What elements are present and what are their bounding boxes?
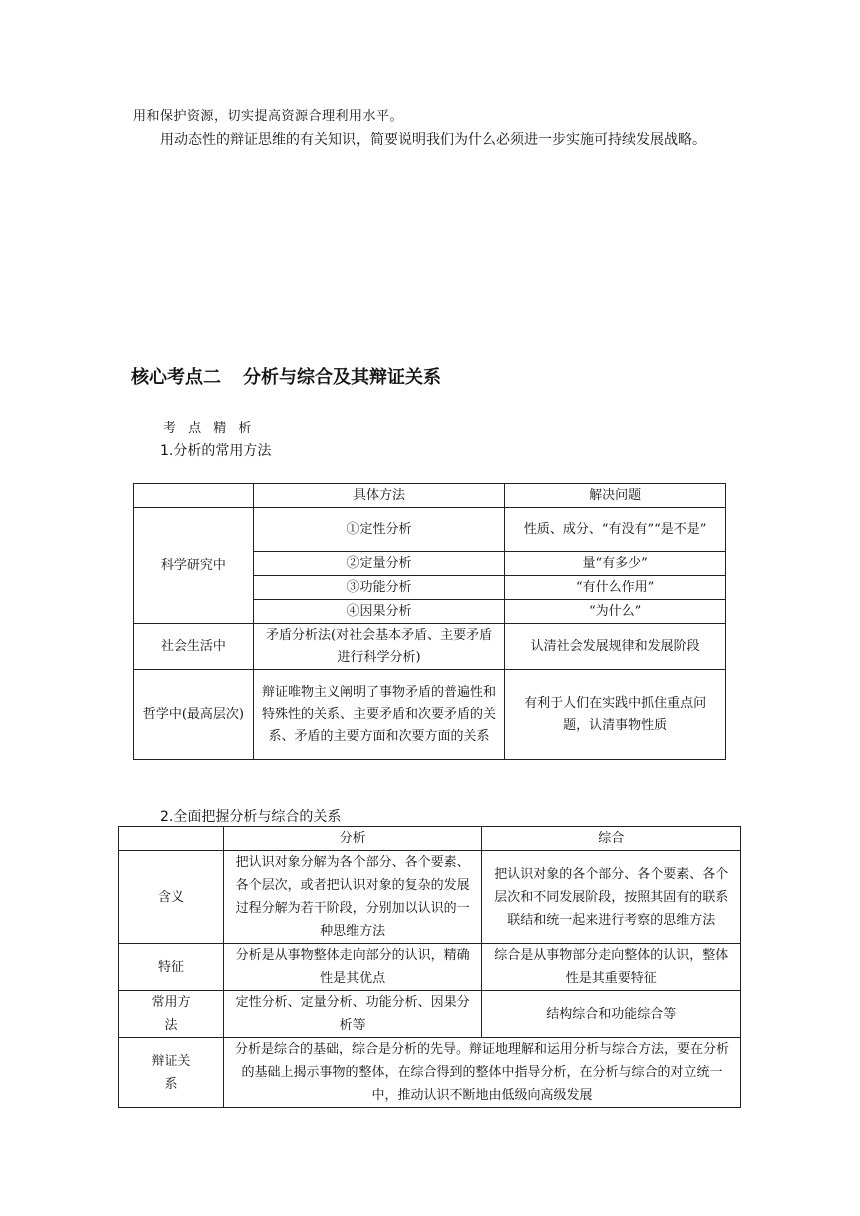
header-cell: 综合 xyxy=(482,827,741,851)
analysis-cell: 定性分析、定量分析、功能分析、因果分析等 xyxy=(223,991,482,1038)
subheading: 考 点 精 析 xyxy=(163,421,256,436)
header-cell xyxy=(119,827,224,851)
method-cell: ①定性分析 xyxy=(253,508,505,552)
method-cell: 辩证唯物主义阐明了事物矛盾的普遍性和特殊性的关系、主要矛盾和次要矛盾的关系、矛盾的主要方面和次要方面的关系 xyxy=(253,670,505,760)
table-row xyxy=(134,624,726,670)
problem-cell: 量“有多少” xyxy=(505,552,726,576)
item2-title: 2.全面把握分析与综合的关系 xyxy=(160,809,342,825)
analysis-cell: 分析是从事物整体走向部分的认识，精确性是其优点 xyxy=(223,944,482,991)
table-row xyxy=(119,1038,741,1108)
table-row xyxy=(134,670,726,760)
problem-cell: “为什么” xyxy=(505,600,726,624)
row-label: 科学研究中 xyxy=(134,508,254,624)
method-cell: ③功能分析 xyxy=(253,576,505,600)
row-label: 特征 xyxy=(119,944,224,991)
row-label: 含义 xyxy=(119,851,224,944)
dialectic-cell: 分析是综合的基础，综合是分析的先导。辩证地理解和运用分析与综合方法，要在分析的基础上揭示事物的整体，在综合得到的整体中指导分析，在分析与综合的对立统一中，推动认识不断地由低级向高级发展 xyxy=(223,1038,740,1108)
table-row xyxy=(134,484,726,508)
row-label: 常用方法 xyxy=(119,991,224,1038)
table-row xyxy=(134,508,726,552)
problem-cell: 性质、成分、“有没有”“是不是” xyxy=(505,508,726,552)
problem-cell: “有什么作用” xyxy=(505,576,726,600)
item1-title: 1.分析的常用方法 xyxy=(160,443,272,459)
table-row xyxy=(119,944,741,991)
analysis-methods-table xyxy=(133,483,726,760)
question-text: 用动态性的辩证思维的有关知识，简要说明我们为什么必须进一步实施可持续发展战略。 xyxy=(160,132,706,148)
table-row xyxy=(119,851,741,944)
method-cell: ②定量分析 xyxy=(253,552,505,576)
problem-cell: 认清社会发展规律和发展阶段 xyxy=(505,624,726,670)
method-cell: ④因果分析 xyxy=(253,600,505,624)
intro-line-1: 用和保护资源，切实提高资源合理利用水平。 xyxy=(133,109,404,124)
problem-cell: 有利于人们在实践中抓住重点问题，认清事物性质 xyxy=(505,670,726,760)
analysis-synthesis-table xyxy=(118,826,741,1108)
header-cell: 分析 xyxy=(223,827,482,851)
table-row xyxy=(119,991,741,1038)
synthesis-cell: 把认识对象的各个部分、各个要素、各个层次和不同发展阶段，按照其固有的联系联结和统一起来进行考察的思维方法 xyxy=(482,851,741,944)
section-title-part2: 分析与综合及其辩证关系 xyxy=(243,367,441,388)
header-cell xyxy=(134,484,254,508)
synthesis-cell: 综合是从事物部分走向整体的认识，整体性是其重要特征 xyxy=(482,944,741,991)
row-label: 辩证关系 xyxy=(119,1038,224,1108)
analysis-cell: 把认识对象分解为各个部分、各个要素、各个层次，或者把认识对象的复杂的发展过程分解为若干阶段，分别加以认识的一种思维方法 xyxy=(223,851,482,944)
section-title-part1: 核心考点二 xyxy=(131,367,221,388)
header-cell: 解决问题 xyxy=(505,484,726,508)
synthesis-cell: 结构综合和功能综合等 xyxy=(482,991,741,1038)
method-cell: 矛盾分析法(对社会基本矛盾、主要矛盾进行科学分析) xyxy=(253,624,505,670)
header-cell: 具体方法 xyxy=(253,484,505,508)
section-title xyxy=(131,363,441,389)
table-row xyxy=(119,827,741,851)
row-label: 社会生活中 xyxy=(134,624,254,670)
row-label: 哲学中(最高层次) xyxy=(134,670,254,760)
